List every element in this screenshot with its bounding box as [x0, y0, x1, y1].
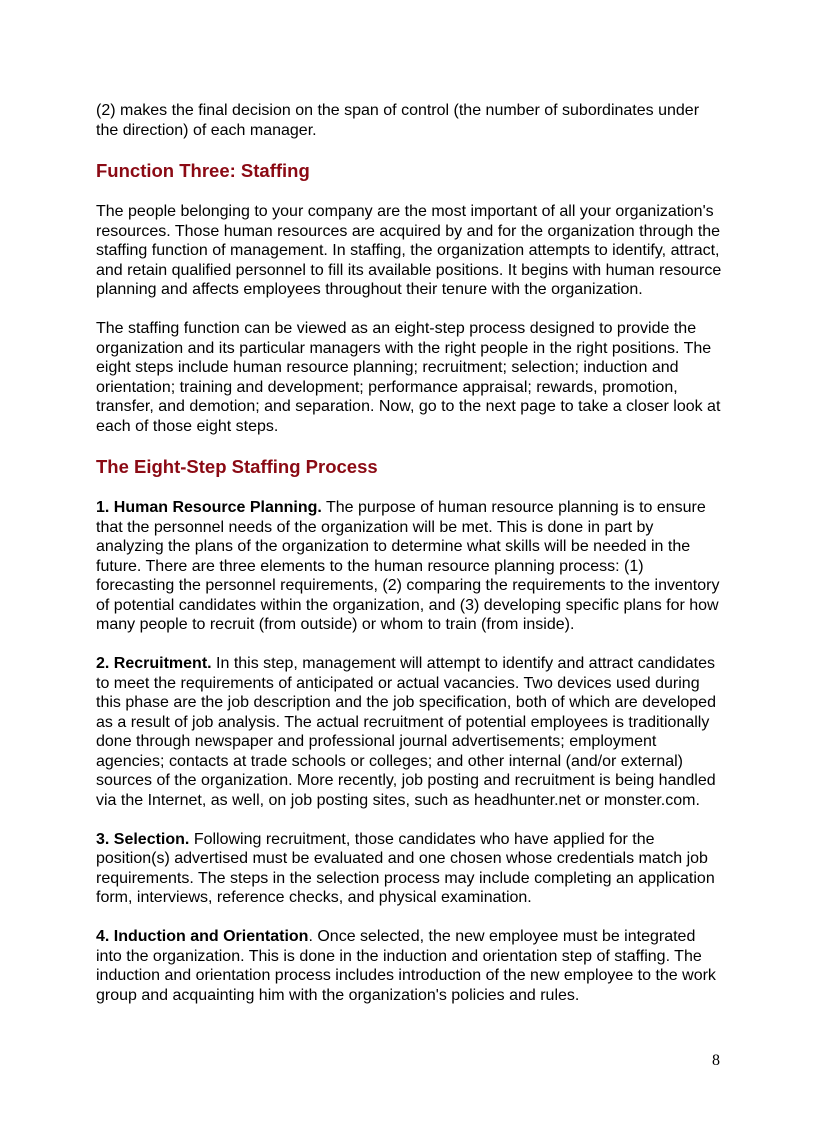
step-1-title: 1. Human Resource Planning. [96, 499, 322, 516]
document-body [96, 101, 722, 1005]
step-1-paragraph [96, 498, 722, 635]
step-2-paragraph [96, 654, 722, 810]
page-number: 8 [712, 1052, 720, 1069]
step-3-title: 3. Selection. [96, 830, 190, 848]
step-2-body: In this step, management will attempt to identify and attract candidates to meet the requirements of anticipated or actual vacancies. Two devices used during this phase are the job description and the job specification, both of which are developed as a result of job analysis. The actual recruitment of potential employees is traditionally done through newspaper and professional journal advertisements; employment agencies; contacts at trade schools or colleges; and other internal (and/or external) sources of the organization. More recently, job posting and recruitment is being handled via the Internet, as well, on job posting sites, such as headhunter.net or monster.com. [96, 655, 716, 809]
function-three-heading: Function Three: Staffing [96, 160, 310, 181]
step-1-body: The purpose of human resource planning is to ensure that the personnel needs of the organization will be met. This is done in part by analyzing the plans of the organization to determine what skills will be needed in the future. There are three elements to the human resource planning process: (1) forecasting the personnel requirements, (2) comparing the requirements to the inventory of potential candidates within the organization, and (3) developing specific plans for how many people to recruit (from outside) or whom to train (from inside). [96, 499, 720, 633]
step-3-paragraph [96, 830, 722, 908]
step-2-title: 2. Recruitment. [96, 655, 212, 672]
staffing-paragraph-2: The staffing function can be viewed as an eight-step process designed to provide the organization and its particular managers with the right people in the right positions. The eight steps include human resource planning; recruitment; selection; induction and orientation; training and development; performance appraisal; rewards, promotion, transfer, and demotion; and separation. Now, go to the next page to take a closer look at each of those eight steps. [96, 320, 721, 435]
eight-step-heading: The Eight-Step Staffing Process [96, 456, 378, 477]
step-4-title: 4. Induction and Orientation [96, 928, 309, 945]
intro-continued-paragraph: (2) makes the final decision on the span of control (the number of subordinates under the direction) of each manager. [96, 102, 700, 139]
step-4-paragraph [96, 927, 722, 1005]
step-3-body: Following recruitment, those candidates who have applied for the position(s) advertised must be evaluated and one chosen whose credentials match job requirements. The steps in the selection process may include completing an application form, interviews, reference checks, and physical examination. [96, 830, 715, 906]
step-4-body: . Once selected, the new employee must be integrated into the organization. This is done in the induction and orientation step of staffing. The induction and orientation process includes introduction of the new employee to the work group and acquainting him with the organization's policies and rules. [96, 928, 716, 1004]
staffing-paragraph-1: The people belonging to your company are the most important of all your organization's resources. Those human resources are acquired by and for the organization through the staffing function of management. In staffing, the organization attempts to identify, attract, and retain qualified personnel to fill its available positions. It begins with human resource planning and affects employees throughout their tenure with the organization. [96, 203, 722, 298]
